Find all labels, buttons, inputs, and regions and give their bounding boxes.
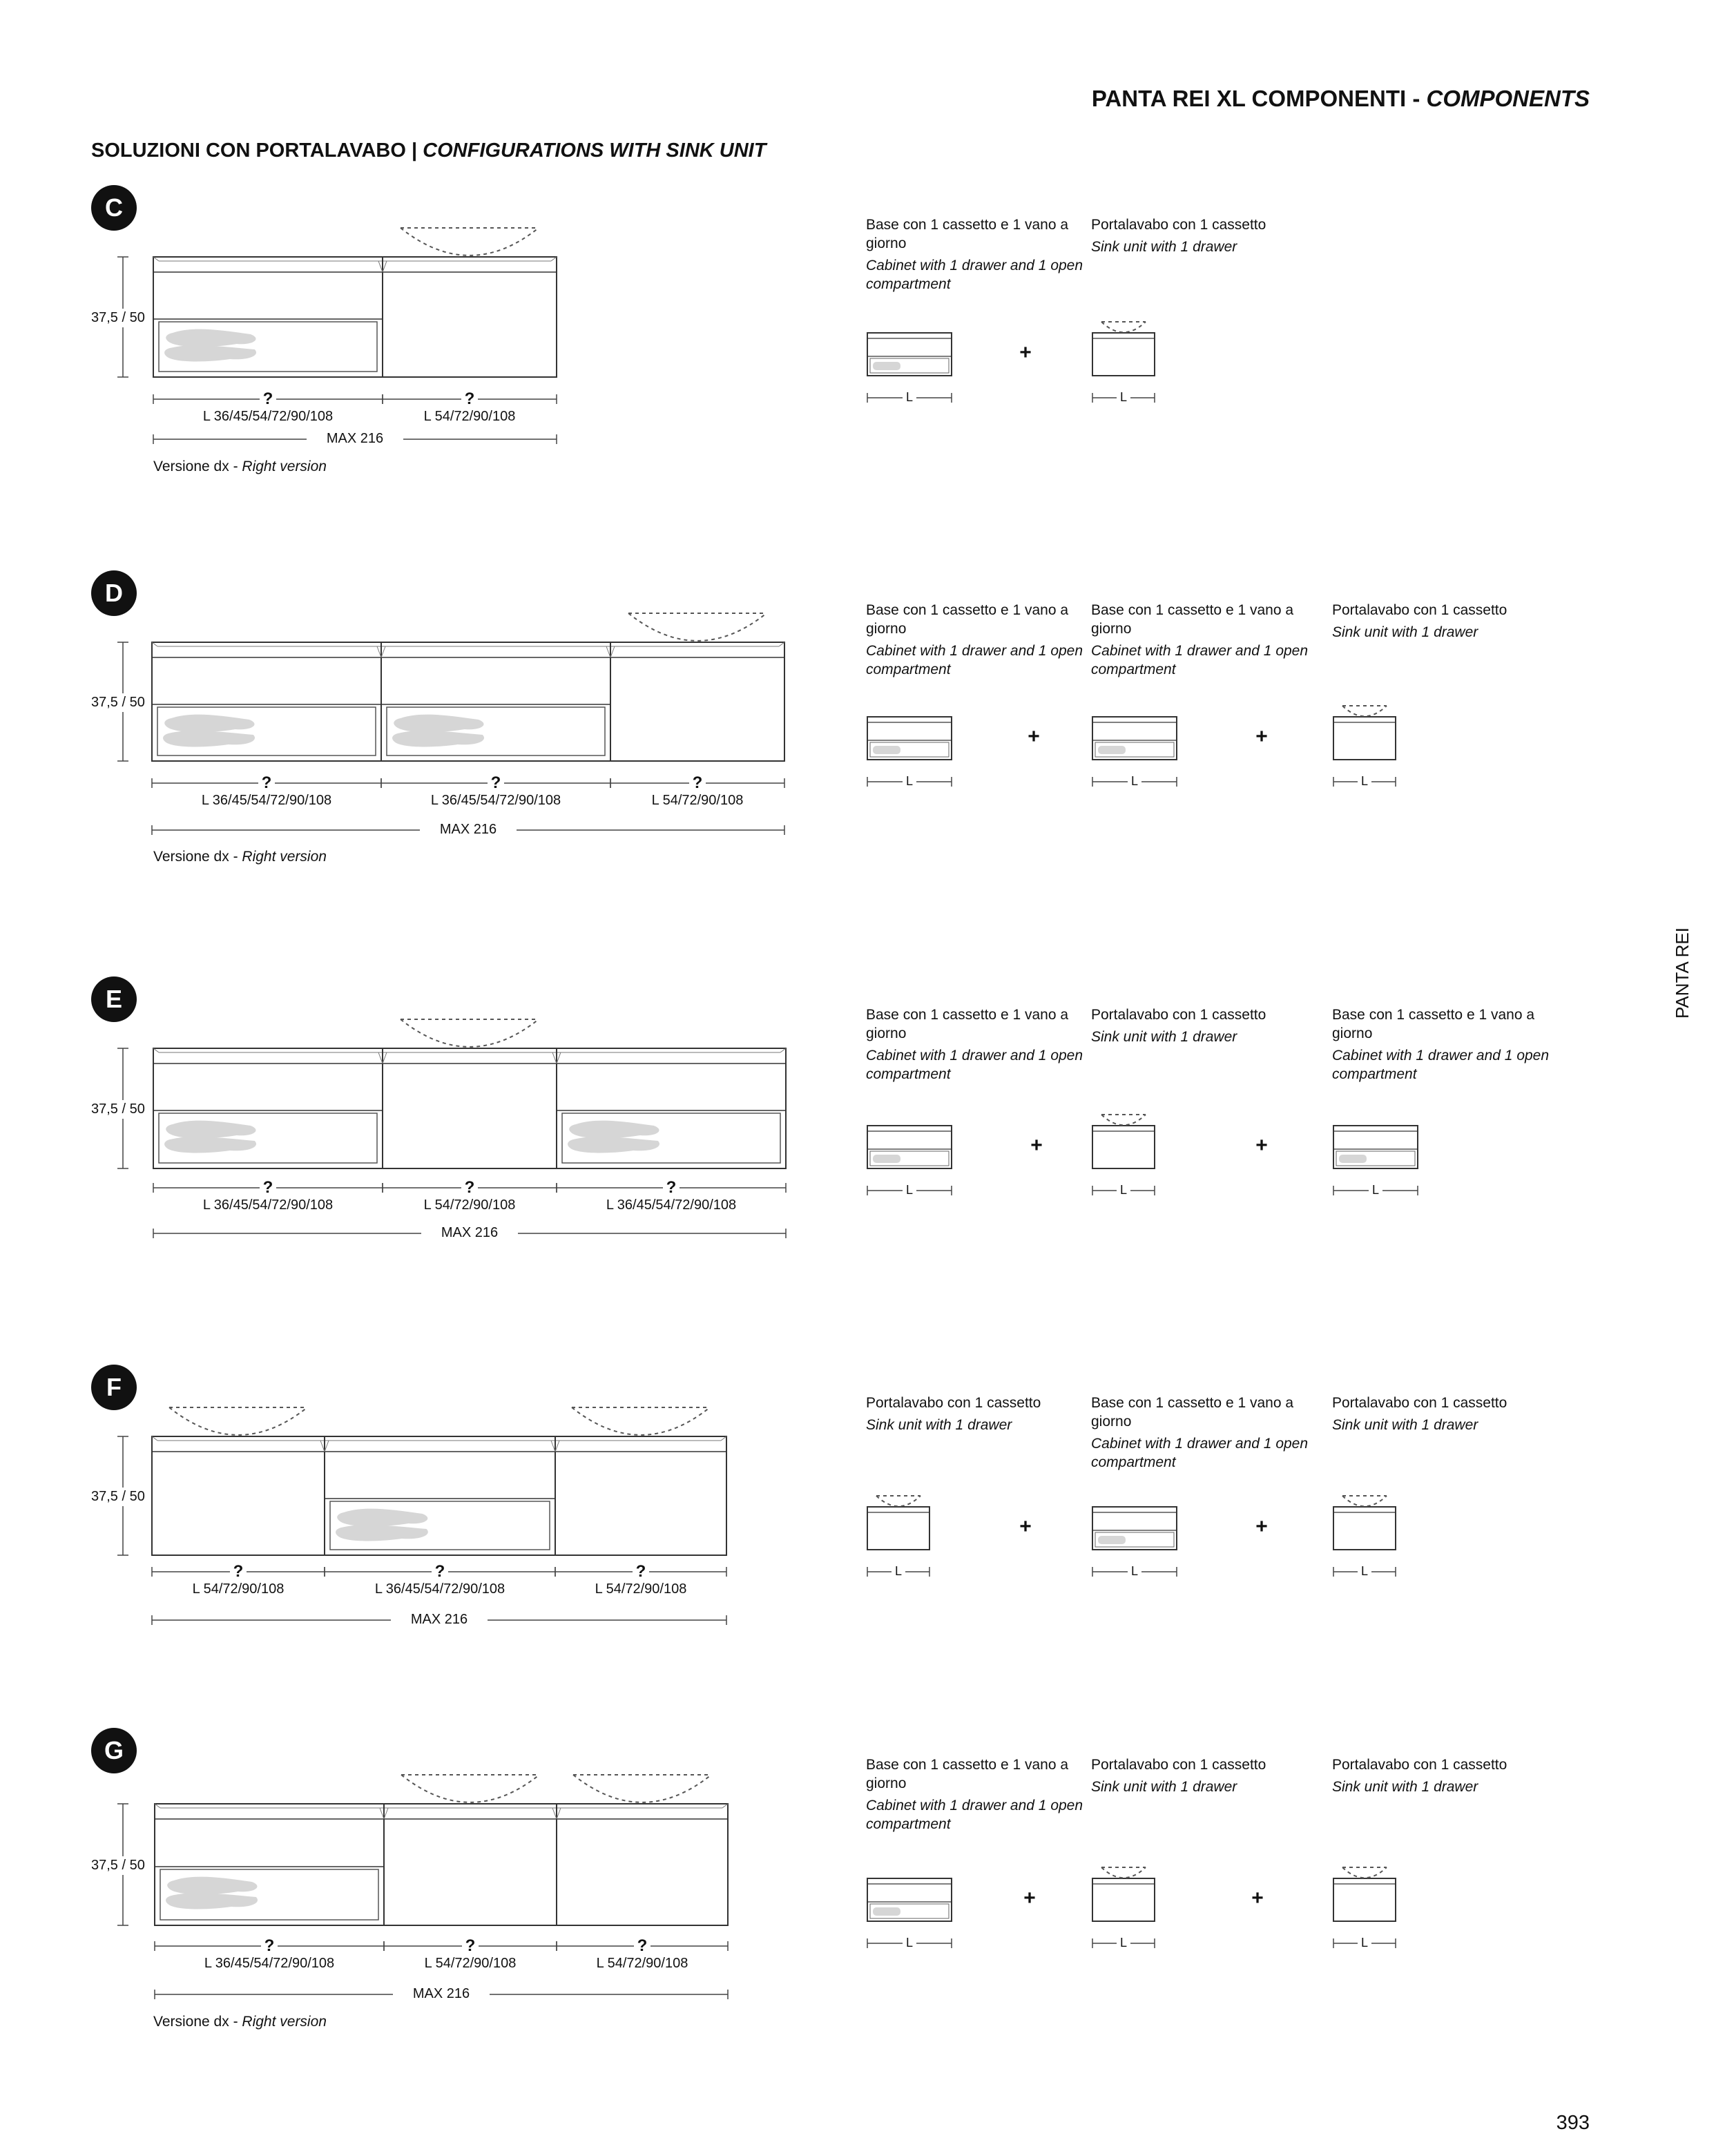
component-description <box>1332 1005 1553 1084</box>
sink-bowl <box>876 1496 921 1506</box>
section-title-main: SOLUZIONI CON PORTALAVABO | <box>91 139 423 162</box>
module-width-symbol: ? <box>633 1562 649 1581</box>
configuration-letter-badge: F <box>91 1365 137 1410</box>
sink-bowl <box>1342 1496 1387 1506</box>
plus-sign: + <box>1023 1887 1036 1909</box>
towel-shape <box>166 1893 258 1909</box>
component-description <box>1091 601 1312 679</box>
module-width-label: L 36/45/54/72/90/108 <box>201 793 332 808</box>
module-width-symbol: ? <box>432 1562 448 1581</box>
component-name-en: Sink unit with 1 drawer <box>1332 1779 1478 1795</box>
component-description <box>1332 601 1553 642</box>
max-width-label: MAX 216 <box>307 431 403 447</box>
sink-bowl <box>1342 706 1387 716</box>
configuration-letter-badge: E <box>91 976 137 1022</box>
towel-shape <box>394 715 483 733</box>
version-main: Versione dx - <box>153 459 242 474</box>
component-name-it: Portalavabo con 1 cassetto <box>1091 217 1266 233</box>
configuration-letter-badge: D <box>91 570 137 616</box>
component-name-en: Sink unit with 1 drawer <box>1091 1779 1237 1795</box>
max-width-label: MAX 216 <box>420 822 517 838</box>
module-width-label: L 36/45/54/72/90/108 <box>202 409 334 424</box>
version-main: Versione dx - <box>153 849 242 865</box>
component-name-it: Base con 1 cassetto e 1 vano a giorno <box>866 217 1069 251</box>
module-width-label: L 54/72/90/108 <box>423 409 516 424</box>
module-width-label: L 36/45/54/72/90/108 <box>606 1197 737 1213</box>
sink-bowl <box>1101 322 1146 332</box>
plus-sign: + <box>1028 725 1040 748</box>
version-label <box>153 2014 327 2030</box>
component-description <box>866 1755 1087 1833</box>
component-width-label: L <box>892 1564 905 1579</box>
module-width-symbol: ? <box>261 1936 278 1956</box>
height-label: 37,5 / 50 <box>91 693 145 712</box>
module-width-label: L 36/45/54/72/90/108 <box>430 793 561 808</box>
component-width-label: L <box>1358 1564 1371 1579</box>
sink-bowl <box>572 1407 710 1435</box>
component-description <box>1332 1394 1553 1434</box>
towel-shape <box>164 1137 256 1153</box>
component-name-en: Cabinet with 1 drawer and 1 open compartment <box>1332 1048 1550 1082</box>
towel-shape <box>163 731 255 747</box>
cabinet-outline <box>152 1436 726 1555</box>
sink-bowl <box>573 1775 711 1802</box>
module-width-label: L 54/72/90/108 <box>596 1956 688 1971</box>
component-name-en: Cabinet with 1 drawer and 1 open compartment <box>1091 643 1309 677</box>
component-name-en: Sink unit with 1 drawer <box>1091 239 1237 255</box>
cabinet-outline <box>153 1048 786 1168</box>
page-number: 393 <box>1556 2112 1590 2134</box>
component-width-label: L <box>1358 774 1371 789</box>
component-width-label: L <box>1369 1183 1382 1197</box>
module-width-symbol: ? <box>634 1936 651 1956</box>
towel-shape <box>336 1525 428 1541</box>
module-width-label: L 36/45/54/72/90/108 <box>374 1581 505 1597</box>
sink-bowl <box>1101 1867 1146 1878</box>
module-width-symbol: ? <box>260 1178 276 1197</box>
component-name-en: Sink unit with 1 drawer <box>1332 1417 1478 1433</box>
version-italic: Right version <box>242 2014 327 2030</box>
title-main: PANTA REI XL COMPONENTI - <box>1091 86 1427 111</box>
component-width-label: L <box>1358 1936 1371 1950</box>
towel-shape <box>164 345 256 361</box>
component-description <box>866 601 1087 679</box>
plus-sign: + <box>1030 1134 1043 1157</box>
component-name-en: Cabinet with 1 drawer and 1 open compartment <box>866 1798 1083 1832</box>
component-name-it: Base con 1 cassetto e 1 vano a giorno <box>866 1007 1069 1041</box>
towel-shape <box>392 731 484 747</box>
component-name-it: Portalavabo con 1 cassetto <box>1332 1757 1507 1773</box>
module-width-symbol: ? <box>230 1562 247 1581</box>
module-width-symbol: ? <box>260 389 276 409</box>
plus-sign: + <box>1255 725 1268 748</box>
component-description <box>1332 1755 1553 1796</box>
component-width-label: L <box>903 774 916 789</box>
module-width-symbol: ? <box>462 1936 479 1956</box>
module-width-label: L 36/45/54/72/90/108 <box>202 1197 334 1213</box>
component-name-it: Portalavabo con 1 cassetto <box>866 1395 1041 1411</box>
component-name-en: Cabinet with 1 drawer and 1 open compartment <box>866 643 1083 677</box>
component-name-it: Base con 1 cassetto e 1 vano a giorno <box>1091 1395 1294 1430</box>
towel-shape <box>167 1877 257 1895</box>
module-width-label: L 54/72/90/108 <box>651 793 744 808</box>
module-width-label: L 54/72/90/108 <box>595 1581 687 1597</box>
component-name-it: Portalavabo con 1 cassetto <box>1091 1757 1266 1773</box>
component-name-en: Sink unit with 1 drawer <box>1332 624 1478 640</box>
component-width-label: L <box>1117 1183 1130 1197</box>
sink-bowl <box>169 1407 307 1435</box>
sink-bowl <box>1101 1115 1146 1125</box>
component-width-label: L <box>1128 774 1141 789</box>
module-width-symbol: ? <box>488 773 504 793</box>
component-name-it: Portalavabo con 1 cassetto <box>1332 602 1507 618</box>
component-name-it: Base con 1 cassetto e 1 vano a giorno <box>1332 1007 1535 1041</box>
component-name-en: Cabinet with 1 drawer and 1 open compartment <box>866 1048 1083 1082</box>
component-name-en: Sink unit with 1 drawer <box>866 1417 1012 1433</box>
component-name-en: Sink unit with 1 drawer <box>1091 1029 1237 1045</box>
component-width-label: L <box>903 1936 916 1950</box>
plus-sign: + <box>1255 1515 1268 1538</box>
component-width-label: L <box>1117 390 1130 405</box>
version-italic: Right version <box>242 459 327 474</box>
plus-sign: + <box>1251 1887 1264 1909</box>
towel-shape <box>568 1137 659 1153</box>
max-width-label: MAX 216 <box>393 1986 490 2002</box>
sink-bowl <box>1342 1867 1387 1878</box>
component-description <box>866 215 1087 293</box>
side-label: PANTA REI <box>1672 927 1693 1019</box>
height-label: 37,5 / 50 <box>91 1856 145 1875</box>
component-description <box>866 1394 1087 1434</box>
component-name-en: Cabinet with 1 drawer and 1 open compartment <box>866 258 1083 292</box>
component-description <box>866 1005 1087 1084</box>
module-width-label: L 54/72/90/108 <box>423 1197 516 1213</box>
component-width-label: L <box>903 1183 916 1197</box>
module-width-symbol: ? <box>689 773 706 793</box>
component-width-label: L <box>1128 1564 1141 1579</box>
version-label <box>153 459 327 475</box>
module-width-label: L 36/45/54/72/90/108 <box>204 1956 335 1971</box>
module-width-label: L 54/72/90/108 <box>424 1956 517 1971</box>
configuration-letter-badge: C <box>91 185 137 231</box>
version-label <box>153 849 327 865</box>
title-italic: COMPONENTS <box>1426 86 1590 111</box>
configuration-letter-badge: G <box>91 1728 137 1773</box>
height-label: 37,5 / 50 <box>91 1488 145 1506</box>
component-name-it: Base con 1 cassetto e 1 vano a giorno <box>866 1757 1069 1791</box>
sink-bowl <box>401 228 539 256</box>
version-italic: Right version <box>242 849 327 865</box>
max-width-label: MAX 216 <box>421 1225 518 1241</box>
towel-shape <box>166 1121 256 1139</box>
component-description <box>1091 1005 1312 1046</box>
cabinet-outline <box>155 1804 728 1925</box>
towel-shape <box>337 1509 427 1527</box>
plus-sign: + <box>1019 341 1032 364</box>
sink-bowl <box>401 1775 539 1802</box>
component-name-it: Base con 1 cassetto e 1 vano a giorno <box>866 602 1069 637</box>
plus-sign: + <box>1255 1134 1268 1157</box>
component-description <box>1091 1394 1312 1472</box>
towel-shape <box>569 1121 659 1139</box>
component-name-it: Base con 1 cassetto e 1 vano a giorno <box>1091 602 1294 637</box>
module-width-symbol: ? <box>663 1178 680 1197</box>
module-width-symbol: ? <box>461 389 478 409</box>
sink-bowl <box>401 1019 539 1047</box>
component-name-it: Portalavabo con 1 cassetto <box>1332 1395 1507 1411</box>
version-main: Versione dx - <box>153 2014 242 2030</box>
height-label: 37,5 / 50 <box>91 1100 145 1119</box>
component-description <box>1091 1755 1312 1796</box>
module-width-symbol: ? <box>258 773 275 793</box>
height-label: 37,5 / 50 <box>91 309 145 327</box>
section-title-italic: CONFIGURATIONS WITH SINK UNIT <box>423 139 767 162</box>
module-width-symbol: ? <box>461 1178 478 1197</box>
sink-bowl <box>628 613 767 641</box>
towel-shape <box>164 715 254 733</box>
component-description <box>1091 215 1312 256</box>
component-name-it: Portalavabo con 1 cassetto <box>1091 1007 1266 1023</box>
component-name-en: Cabinet with 1 drawer and 1 open compartment <box>1091 1436 1309 1470</box>
component-width-label: L <box>903 390 916 405</box>
plus-sign: + <box>1019 1515 1032 1538</box>
component-width-label: L <box>1117 1936 1130 1950</box>
module-width-label: L 54/72/90/108 <box>192 1581 285 1597</box>
towel-shape <box>166 329 256 347</box>
max-width-label: MAX 216 <box>391 1612 488 1628</box>
